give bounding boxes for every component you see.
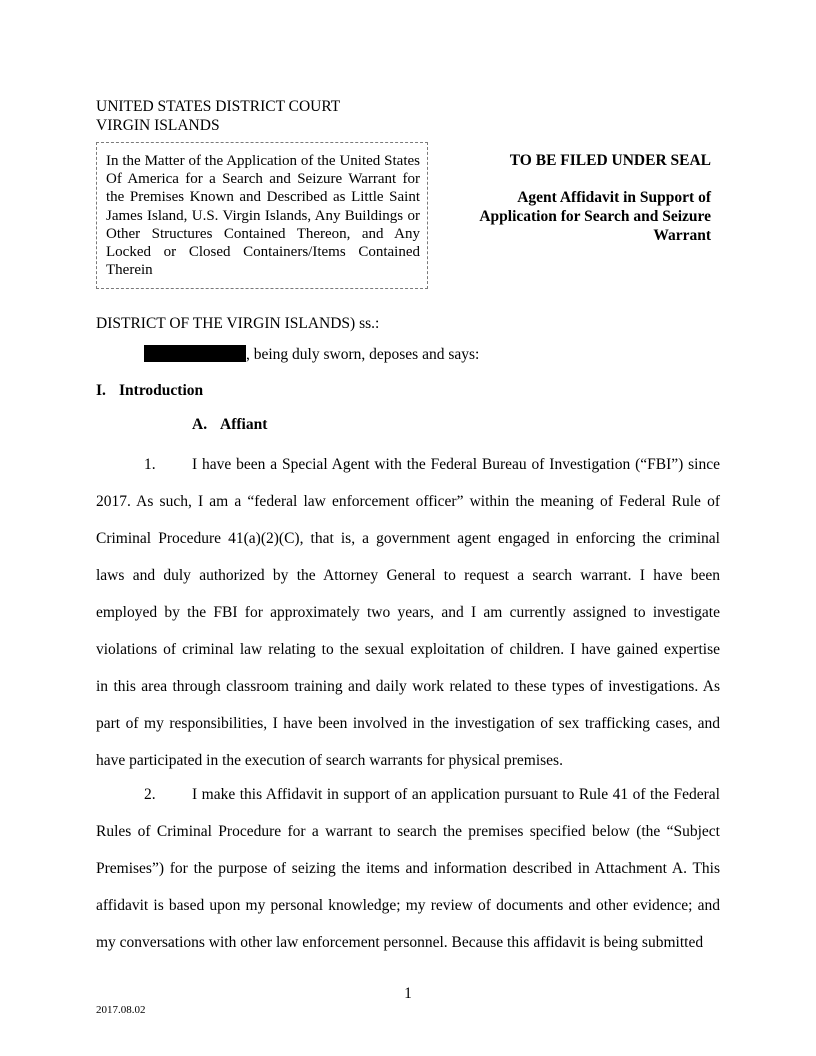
paragraph-line [96,557,720,594]
page-number: 1 [404,985,412,1002]
paragraph-1 [96,446,720,779]
paragraph-line [96,776,720,813]
document-title-line: Agent Affidavit in Support of [517,189,711,206]
paragraph-line [96,668,720,705]
paragraph-line [96,742,720,779]
filed-under-seal-notice: TO BE FILED UNDER SEAL [509,152,711,169]
document-title-line: Warrant [653,227,711,244]
paragraph-line-text: have participated in the execution of search warrants for physical premises. [96,752,563,769]
paragraph-line-text: 2017. As such, I am a “federal law enforcement officer” within the meaning of Federal Rule of [96,493,720,510]
paragraph-line-text: I make this Affidavit in support of an application pursuant to Rule 41 of the Federal [192,786,720,803]
paragraph-line-text: Premises”) for the purpose of seizing the items and information described in Attachment A. This [96,860,720,877]
court-heading [96,97,340,135]
court-name: UNITED STATES DISTRICT COURT [96,98,341,115]
paragraph-line [96,631,720,668]
redaction-bar [144,345,246,362]
document-title [431,188,711,245]
paragraph-line [96,887,720,924]
case-caption-text: In the Matter of the Application of the United States Of America for a Search and Seizure Warrant for the Premises Known and Described as Little Saint James Island, U.S. Virgin Islands, Any Buildings or Other Structures Contained Thereon, and Any Locked or Closed Containers/Items Contained Therein [106,153,420,279]
paragraph-line [96,483,720,520]
sworn-statement [144,345,479,364]
paragraph-line-text: part of my responsibilities, I have been involved in the investigation of sex trafficking cases, and [96,715,720,732]
paragraph-line-text: Rules of Criminal Procedure for a warrant to search the premises specified below (the “Subject [96,823,720,840]
court-district: VIRGIN ISLANDS [96,117,220,134]
section-title: Introduction [119,382,204,399]
subsection-number: A. [192,416,208,433]
paragraph-line [96,813,720,850]
paragraph-line [96,850,720,887]
paragraph-line-text: employed by the FBI for approximately two years, and I am currently assigned to investigate [96,604,720,621]
paragraph-line [96,594,720,631]
venue-line: DISTRICT OF THE VIRGIN ISLANDS) ss.: [96,315,380,332]
paragraph-line-text: laws and duly authorized by the Attorney General to request a search warrant. I have been [96,567,720,584]
paragraph-number: 2. [144,786,156,803]
subsection-heading [192,416,267,434]
paragraph-line [96,705,720,742]
paragraph-line-text: in this area through classroom training and daily work related to these types of investigations. As [96,678,720,695]
paragraph-line [96,446,720,483]
case-caption-box [96,142,428,289]
paragraph-line [96,924,720,961]
form-revision-stamp: 2017.08.02 [96,1004,146,1016]
paragraph-line-text: violations of criminal law relating to the sexual exploitation of children. I have gained expertise [96,641,720,658]
section-heading [96,382,203,400]
paragraph-number: 1. [144,456,156,473]
paragraph-line-text: I have been a Special Agent with the Federal Bureau of Investigation (“FBI”) since [192,456,720,473]
section-number: I. [96,382,106,399]
sworn-text: , being duly sworn, deposes and says: [246,346,480,363]
paragraph-line-text: my conversations with other law enforcement personnel. Because this affidavit is being submitted [96,934,704,951]
paragraph-line-text: Criminal Procedure 41(a)(2)(C), that is, a government agent engaged in enforcing the criminal [96,530,720,547]
paragraph-2 [96,776,720,961]
paragraph-line-text: affidavit is based upon my personal knowledge; my review of documents and other evidence; and [96,897,720,914]
document-title-line: Application for Search and Seizure [479,208,711,225]
paragraph-line [96,520,720,557]
subsection-title: Affiant [220,416,268,433]
